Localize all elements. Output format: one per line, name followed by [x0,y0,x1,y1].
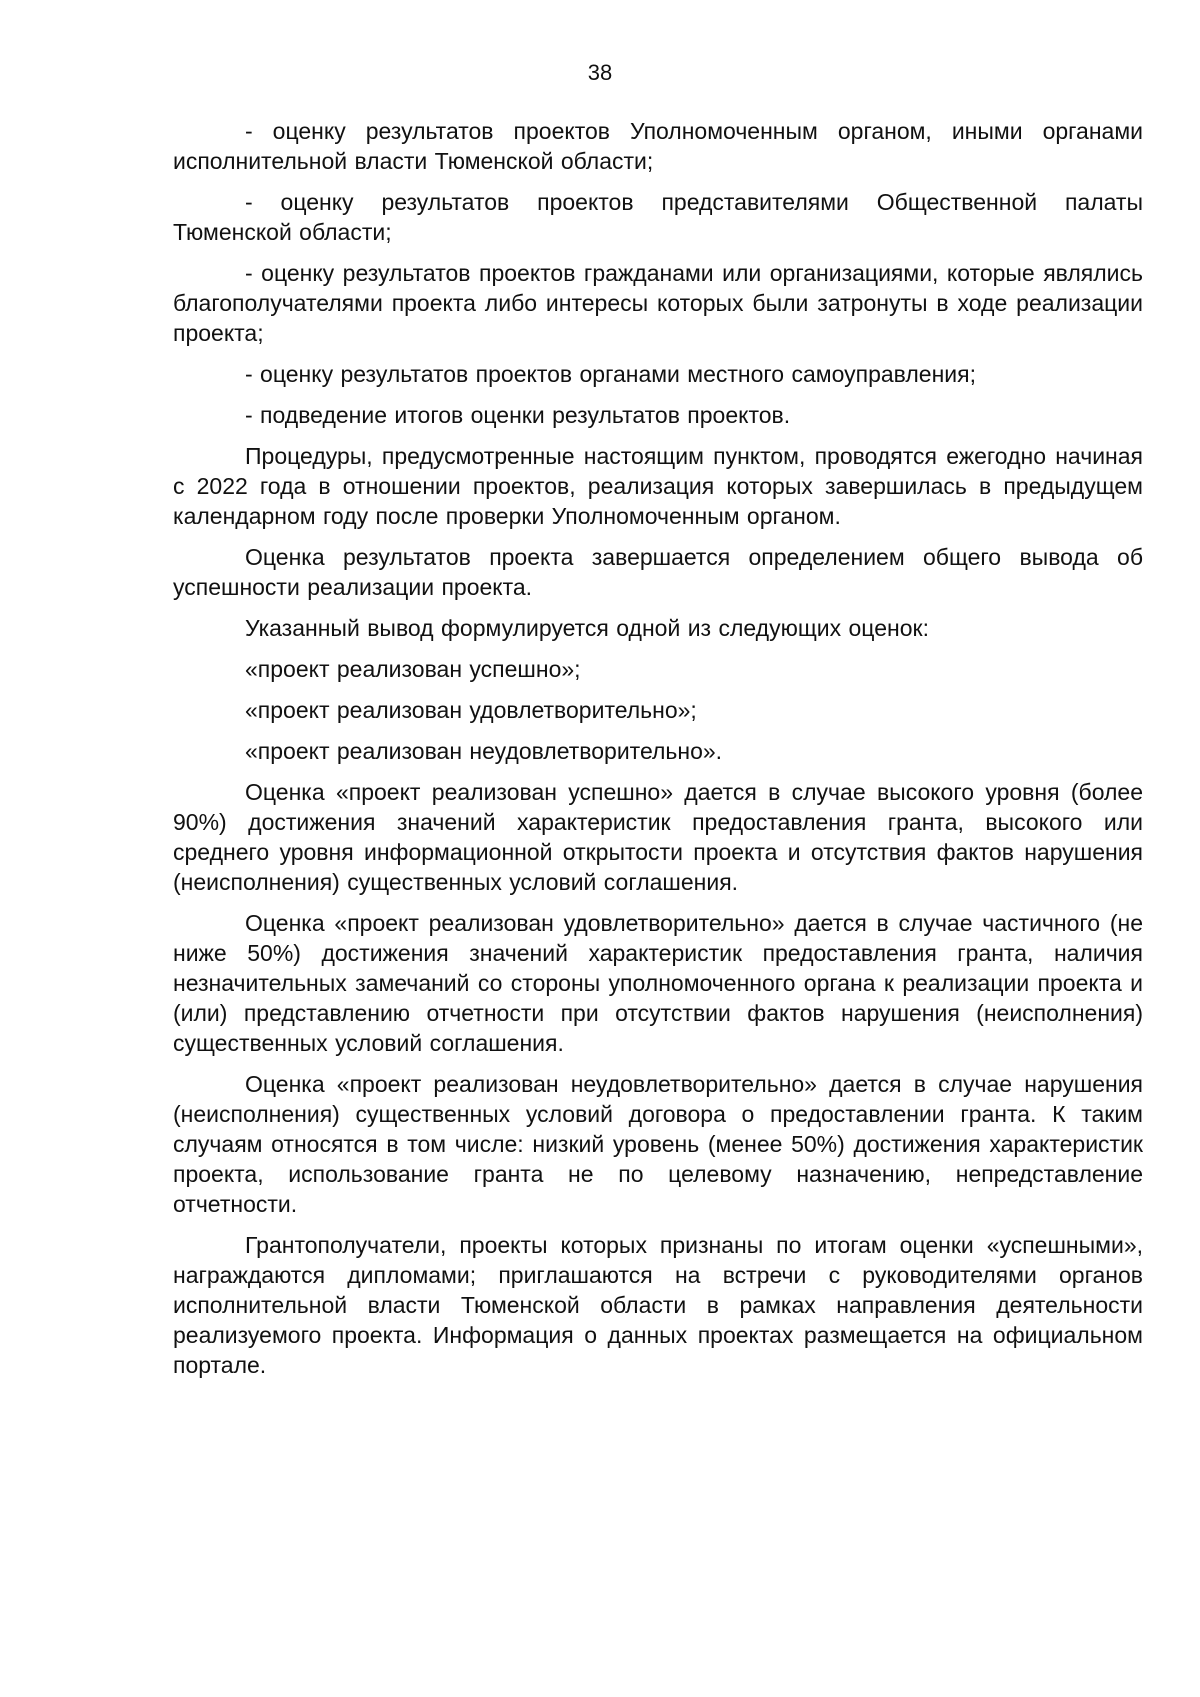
paragraph-evaluation-local-government: - оценку результатов проектов органами местного самоуправления; [245,361,976,387]
paragraph-evaluation-public-chamber: - оценку результатов проектов представителями Общественной палаты Тюменской области; [173,189,1143,245]
paragraph-rating-satisfactory: «проект реализован удовлетворительно»; [245,697,697,723]
paragraph-procedures: Процедуры, предусмотренные настоящим пунктом, проводятся ежегодно начиная с 2022 года в отношении проектов, реализация которых завершилась в предыдущем календарном году после проверки Уполномоченным органом. [173,443,1143,529]
paragraph-unsatisfactory-criteria: Оценка «проект реализован неудовлетворительно» дается в случае нарушения (неисполнения) существенных условий договора о предоставлении гранта. К таким случаям относятся в том числе: низкий уровень (менее 50%) достижения характеристик проекта, использование гранта не по целевому назначению, непредставление отчетности. [173,1071,1143,1217]
paragraph-general-conclusion: Оценка результатов проекта завершается определением общего вывода об успешности реализации проекта. [173,544,1143,600]
document-body [173,116,1143,1391]
page-number: 38 [587,60,613,85]
paragraph-evaluation-authorized-body: - оценку результатов проектов Уполномоченным органом, иными органами исполнительной власти Тюменской области; [173,118,1143,174]
paragraph-rating-unsatisfactory: «проект реализован неудовлетворительно». [245,738,723,764]
paragraph-grant-recipients-awards: Грантополучатели, проекты которых признаны по итогам оценки «успешными», награждаются дипломами; приглашаются на встречи с руководителями органов исполнительной власти Тюменской области в рамках направления деятельности реализуемого проекта. Информация о данных проектах размещается на официальном портале. [173,1232,1143,1378]
paragraph-summary-results: - подведение итогов оценки результатов проектов. [245,402,791,428]
paragraph-satisfactory-criteria: Оценка «проект реализован удовлетворительно» дается в случае частичного (не ниже 50%) достижения значений характеристик предоставления гранта, наличия незначительных замечаний со стороны уполномоченного органа к реализации проекта и (или) представлению отчетности при отсутствии фактов нарушения (неисполнения) существенных условий соглашения. [173,910,1143,1056]
paragraph-success-criteria: Оценка «проект реализован успешно» дается в случае высокого уровня (более 90%) достижения значений характеристик предоставления гранта, высокого или среднего уровня информационной открытости проекта и отсутствия фактов нарушения (неисполнения) существенных условий соглашения. [173,779,1143,895]
paragraph-evaluation-citizens: - оценку результатов проектов гражданами или организациями, которые являлись благополучателями проекта либо интересы которых были затронуты в ходе реализации проекта; [173,260,1143,346]
paragraph-rating-success: «проект реализован успешно»; [245,656,581,682]
paragraph-conclusion-formulation: Указанный вывод формулируется одной из следующих оценок: [245,615,929,641]
